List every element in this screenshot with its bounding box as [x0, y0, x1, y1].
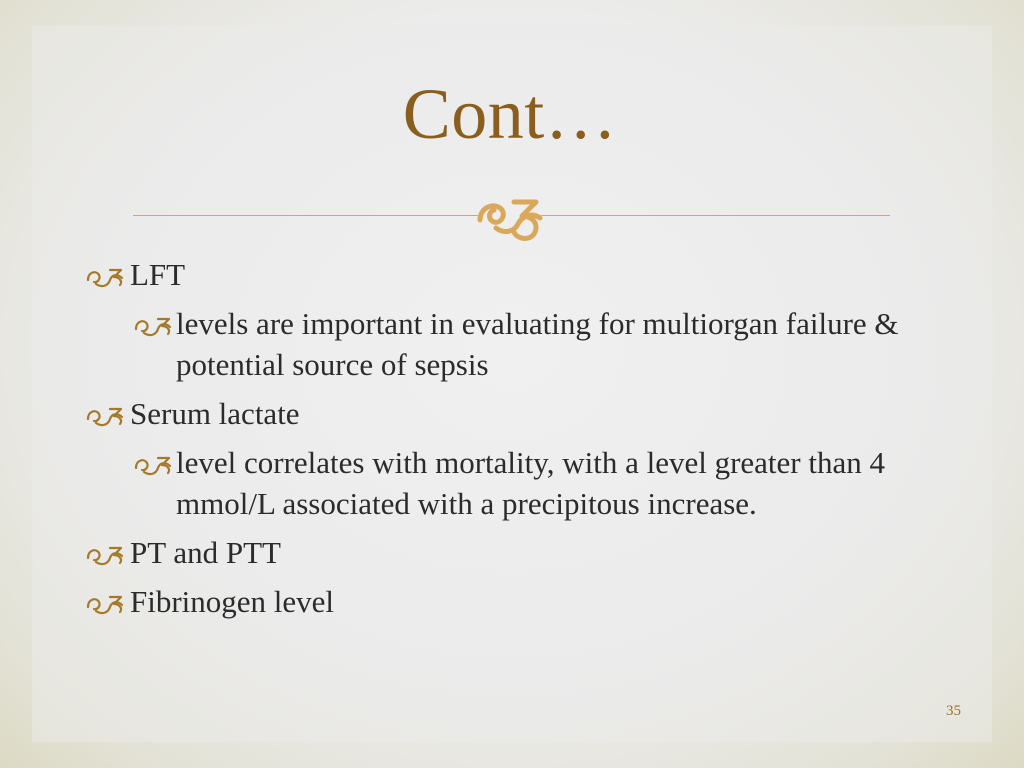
sub-bullet-item	[86, 442, 946, 524]
ornament-bullet-icon	[86, 405, 124, 429]
title-divider-left	[133, 215, 478, 216]
bullet-item	[86, 581, 946, 622]
sub-bullet-text: levels are important in evaluating for multiorgan failure & potential source of sepsis	[176, 306, 899, 382]
bullet-text: Serum lactate	[130, 396, 300, 431]
ornament-bullet-icon	[134, 315, 172, 339]
bullet-list	[86, 254, 946, 630]
bullet-item	[86, 393, 946, 434]
page-number: 35	[946, 703, 961, 719]
sub-bullet-text: level correlates with mortality, with a level greater than 4 mmol/L associated with a precipitous increase.	[176, 445, 885, 521]
slide-title: Cont…	[402, 74, 618, 154]
bullet-text: PT and PTT	[130, 535, 281, 570]
ornament-icon	[474, 188, 548, 244]
ornament-bullet-icon	[86, 266, 124, 290]
ornament-bullet-icon	[86, 544, 124, 568]
bullet-item	[86, 532, 946, 573]
sub-bullet-item	[86, 303, 946, 385]
bullet-text: Fibrinogen level	[130, 584, 335, 619]
ornament-bullet-icon	[86, 593, 124, 617]
ornament-bullet-icon	[134, 454, 172, 478]
title-divider-right	[541, 215, 890, 216]
bullet-text: LFT	[130, 257, 186, 292]
bullet-item	[86, 254, 946, 295]
